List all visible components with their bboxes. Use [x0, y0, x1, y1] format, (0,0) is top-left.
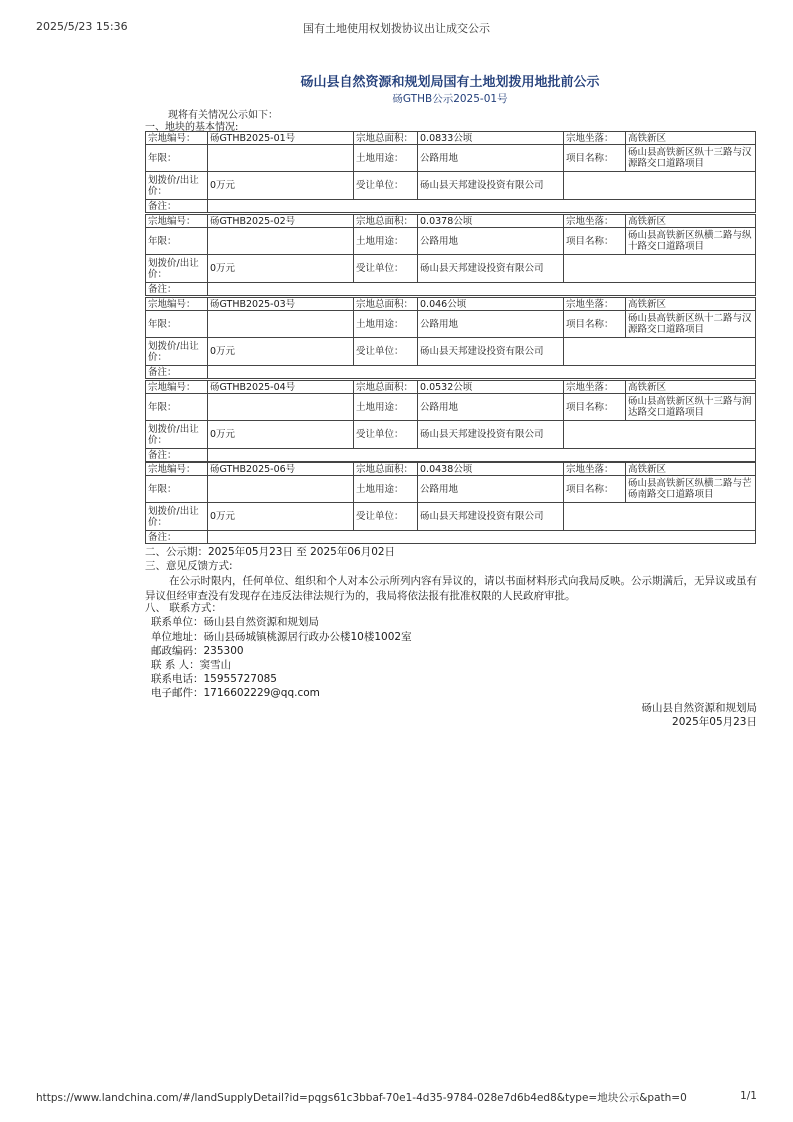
footer-url: https://www.landchina.com/#/landSupplyDetail?id=pqgs61c3bbaf-70e1-4d35-9784-028e7d6b4ed8&type=地块公示&path=0 — [36, 1092, 687, 1104]
publicity-period: 二、公示期：2025年05月23日 至 2025年06月02日 — [145, 546, 396, 558]
contact-email: 电子邮件：1716602229@qq.com — [151, 687, 320, 699]
parcel-empty-cell — [564, 338, 756, 366]
parcel-area-value: 0.0833公顷 — [418, 132, 564, 145]
parcel-empty-cell — [564, 503, 756, 531]
contact-phone: 联系电话：15955727085 — [151, 673, 277, 685]
parcel-empty-cell — [564, 421, 756, 449]
parcel-price-label: 划拨价/出让价： — [146, 503, 208, 531]
parcel-price-label: 划拨价/出让价： — [146, 338, 208, 366]
parcel-project-label: 项目名称： — [564, 476, 626, 503]
parcel-project-value: 砀山县高铁新区纵十二路与汉源路交口道路项目 — [626, 311, 756, 338]
parcel-location-value: 高铁新区 — [626, 298, 756, 311]
parcel-id-label: 宗地编号： — [146, 132, 208, 145]
parcel-project-label: 项目名称： — [564, 394, 626, 421]
parcel-assignee-label: 受让单位： — [354, 421, 418, 449]
parcel-assignee-label: 受让单位： — [354, 255, 418, 283]
parcel-table — [145, 462, 756, 544]
parcel-term-label: 年限： — [146, 394, 208, 421]
parcel-table — [145, 297, 756, 379]
parcel-use-value: 公路用地 — [418, 476, 564, 503]
print-page-title: 国有土地使用权划拨协议出让成交公示 — [303, 22, 490, 35]
parcel-area-value: 0.0532公顷 — [418, 381, 564, 394]
parcel-term-value — [208, 145, 354, 172]
parcel-location-label: 宗地坐落： — [564, 381, 626, 394]
parcel-id-label: 宗地编号： — [146, 463, 208, 476]
feedback-heading: 三、意见反馈方式: — [145, 560, 233, 572]
parcel-id-value: 砀GTHB2025-03号 — [208, 298, 354, 311]
contact-heading: 八、 联系方式： — [145, 602, 222, 614]
parcel-assignee-label: 受让单位： — [354, 503, 418, 531]
parcel-use-value: 公路用地 — [418, 394, 564, 421]
parcel-project-value: 砀山县高铁新区纵十三路与润达路交口道路项目 — [626, 394, 756, 421]
parcel-location-label: 宗地坐落： — [564, 215, 626, 228]
parcel-term-label: 年限： — [146, 476, 208, 503]
parcel-table — [145, 131, 756, 213]
parcel-table — [145, 214, 756, 296]
parcel-price-label: 划拨价/出让价： — [146, 421, 208, 449]
parcel-project-label: 项目名称： — [564, 145, 626, 172]
parcel-area-label: 宗地总面积： — [354, 215, 418, 228]
parcel-remark-value — [208, 366, 756, 379]
parcel-project-value: 砀山县高铁新区纵十三路与汉源路交口道路项目 — [626, 145, 756, 172]
parcel-remark-value — [208, 200, 756, 213]
parcel-id-value: 砀GTHB2025-06号 — [208, 463, 354, 476]
page-number: 1/1 — [740, 1090, 757, 1102]
parcel-location-value: 高铁新区 — [626, 381, 756, 394]
parcel-location-label: 宗地坐落： — [564, 132, 626, 145]
parcel-id-label: 宗地编号： — [146, 215, 208, 228]
parcel-term-label: 年限： — [146, 311, 208, 338]
parcel-location-label: 宗地坐落： — [564, 463, 626, 476]
parcel-area-label: 宗地总面积： — [354, 463, 418, 476]
parcel-assignee-label: 受让单位： — [354, 338, 418, 366]
parcel-use-label: 土地用途： — [354, 476, 418, 503]
parcel-assignee-value: 砀山县天邦建设投资有限公司 — [418, 421, 564, 449]
parcel-area-value: 0.0378公顷 — [418, 215, 564, 228]
parcel-price-value: 0万元 — [208, 338, 354, 366]
parcel-area-value: 0.046公顷 — [418, 298, 564, 311]
contact-postcode: 邮政编码：235300 — [151, 645, 244, 657]
parcel-term-value — [208, 228, 354, 255]
parcel-area-label: 宗地总面积： — [354, 381, 418, 394]
parcel-location-value: 高铁新区 — [626, 463, 756, 476]
parcel-remark-label: 备注： — [146, 283, 208, 296]
parcel-id-value: 砀GTHB2025-02号 — [208, 215, 354, 228]
parcel-use-label: 土地用途： — [354, 145, 418, 172]
parcel-id-label: 宗地编号： — [146, 381, 208, 394]
parcel-assignee-value: 砀山县天邦建设投资有限公司 — [418, 172, 564, 200]
intro-text: 现将有关情况公示如下： — [168, 110, 278, 121]
print-datetime: 2025/5/23 15:36 — [36, 20, 128, 33]
parcel-term-value — [208, 394, 354, 421]
parcel-project-value: 砀山县高铁新区纵横二路与纵十路交口道路项目 — [626, 228, 756, 255]
parcel-project-value: 砀山县高铁新区纵横二路与芒砀南路交口道路项目 — [626, 476, 756, 503]
parcel-use-label: 土地用途： — [354, 394, 418, 421]
parcel-location-value: 高铁新区 — [626, 132, 756, 145]
parcel-price-label: 划拨价/出让价： — [146, 172, 208, 200]
parcel-use-label: 土地用途： — [354, 228, 418, 255]
parcel-project-label: 项目名称： — [564, 311, 626, 338]
parcel-assignee-value: 砀山县天邦建设投资有限公司 — [418, 503, 564, 531]
parcel-assignee-label: 受让单位： — [354, 172, 418, 200]
parcel-id-label: 宗地编号： — [146, 298, 208, 311]
parcel-area-value: 0.0438公顷 — [418, 463, 564, 476]
parcel-id-value: 砀GTHB2025-01号 — [208, 132, 354, 145]
document-title: 砀山县自然资源和规划局国有土地划拨用地批前公示 — [300, 75, 600, 90]
parcel-assignee-value: 砀山县天邦建设投资有限公司 — [418, 338, 564, 366]
contact-person: 联 系 人：窦雪山 — [151, 659, 232, 671]
parcel-use-label: 土地用途： — [354, 311, 418, 338]
feedback-body: 在公示时限内，任何单位、组织和个人对本公示所列内容有异议的，请以书面材料形式向我局反映。公示期满后，无异议或虽有异议但经审查没有发现存在违反法律法规行为的，我局将依法报有批准权限的人民政府审批。 — [145, 575, 757, 602]
parcel-use-value: 公路用地 — [418, 311, 564, 338]
parcel-price-value: 0万元 — [208, 421, 354, 449]
parcel-term-label: 年限： — [146, 228, 208, 255]
parcel-use-value: 公路用地 — [418, 145, 564, 172]
parcel-price-value: 0万元 — [208, 255, 354, 283]
parcel-term-value — [208, 311, 354, 338]
parcel-remark-label: 备注： — [146, 449, 208, 462]
parcel-remark-label: 备注： — [146, 200, 208, 213]
signature-date: 2025年05月23日 — [672, 716, 757, 728]
parcel-remark-label: 备注： — [146, 366, 208, 379]
parcel-id-value: 砀GTHB2025-04号 — [208, 381, 354, 394]
parcel-area-label: 宗地总面积： — [354, 132, 418, 145]
parcel-area-label: 宗地总面积： — [354, 298, 418, 311]
parcel-remark-value — [208, 283, 756, 296]
parcel-assignee-value: 砀山县天邦建设投资有限公司 — [418, 255, 564, 283]
parcel-remark-label: 备注： — [146, 531, 208, 544]
parcel-empty-cell — [564, 172, 756, 200]
parcel-term-value — [208, 476, 354, 503]
document-number: 砀GTHB公示2025-01号 — [392, 93, 508, 105]
parcel-price-label: 划拨价/出让价： — [146, 255, 208, 283]
parcel-term-label: 年限： — [146, 145, 208, 172]
contact-address: 单位地址：砀山县砀城镇桃源居行政办公楼10楼1002室 — [151, 631, 412, 643]
parcel-use-value: 公路用地 — [418, 228, 564, 255]
parcel-remark-value — [208, 449, 756, 462]
parcel-table — [145, 380, 756, 462]
parcel-location-label: 宗地坐落： — [564, 298, 626, 311]
parcel-price-value: 0万元 — [208, 503, 354, 531]
parcel-location-value: 高铁新区 — [626, 215, 756, 228]
parcel-remark-value — [208, 531, 756, 544]
section-heading-parcels: 一、地块的基本情况: — [145, 122, 239, 133]
signature-org: 砀山县自然资源和规划局 — [641, 702, 757, 714]
parcel-price-value: 0万元 — [208, 172, 354, 200]
parcel-project-label: 项目名称： — [564, 228, 626, 255]
parcel-empty-cell — [564, 255, 756, 283]
contact-unit: 联系单位：砀山县自然资源和规划局 — [151, 616, 319, 628]
